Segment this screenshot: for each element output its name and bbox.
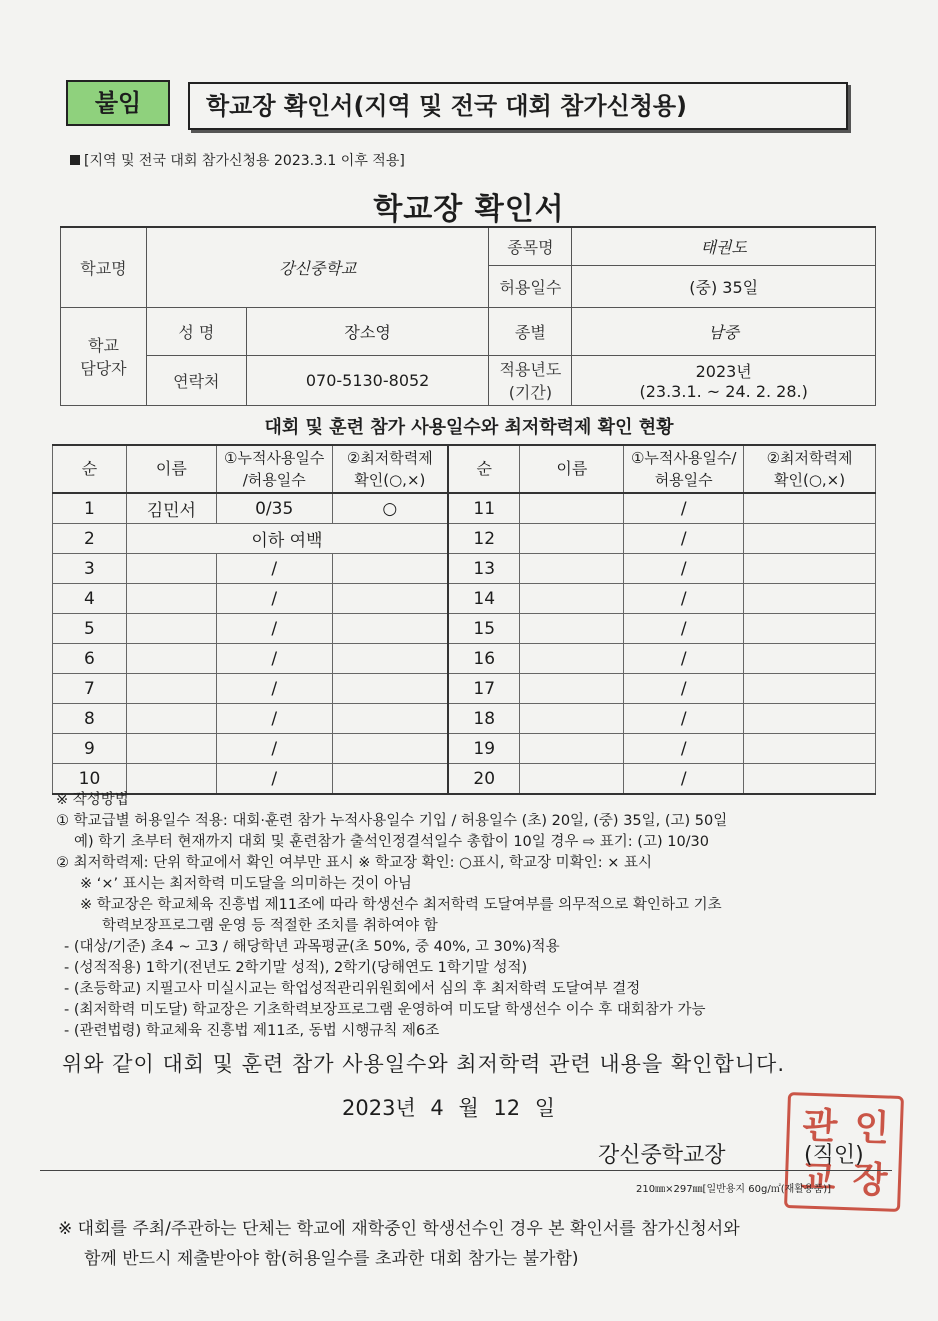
min-achievement-cell: [744, 674, 876, 704]
student-name-cell: [126, 734, 216, 764]
principal-signature: 강신중학교장: [598, 1143, 726, 1168]
row-number-cell: 10: [53, 764, 127, 795]
min-achievement-cell: [332, 674, 448, 704]
row-number-cell: 14: [448, 584, 520, 614]
blank-remainder-cell: 이하 여백: [126, 524, 448, 554]
student-name-cell: [126, 644, 216, 674]
used-days-cell: /: [216, 614, 332, 644]
attachment-badge: 붙임: [66, 80, 170, 126]
table-row: [53, 674, 876, 704]
student-name-cell: [520, 524, 624, 554]
records-table: [52, 444, 876, 795]
category-value: 남중: [572, 307, 876, 355]
student-name-cell: [520, 644, 624, 674]
row-number-cell: 6: [53, 644, 127, 674]
school-name-label: 학교명: [61, 227, 147, 307]
header-title: 학교장 확인서(지역 및 전국 대회 참가신청용): [188, 82, 848, 130]
student-name-cell: [126, 704, 216, 734]
table-row: [53, 493, 876, 524]
student-name-cell: 김민서: [126, 493, 216, 524]
min-achievement-cell: [744, 614, 876, 644]
name-label: 성 명: [146, 307, 246, 355]
row-number-cell: 1: [53, 493, 127, 524]
used-days-cell: /: [216, 734, 332, 764]
seal-glyph: 인: [853, 1106, 890, 1150]
instruction-line: - (성적적용) 1학기(전년도 2학기말 성적), 2학기(당해연도 1학기말 성적): [64, 960, 528, 976]
row-number-cell: 2: [53, 524, 127, 554]
used-days-cell: /: [624, 704, 744, 734]
row-number-cell: 8: [53, 704, 127, 734]
footer-line: ※ 대회를 주최/주관하는 단체는 학교에 재학중인 학생선수인 경우 본 확인서를 참가신청서와: [58, 1219, 740, 1239]
table-header-row: [53, 445, 876, 493]
student-name-cell: [126, 674, 216, 704]
contact-value: 070-5130-8052: [246, 355, 489, 405]
col-header-days: ①누적사용일수 /허용일수: [216, 445, 332, 493]
min-achievement-cell: ○: [332, 493, 448, 524]
instruction-line: ② 최저학력제: 단위 학교에서 확인 여부만 표시 ※ 학교장 확인: ○표시, 학교장 미확인: × 표시: [56, 855, 652, 871]
used-days-cell: /: [624, 524, 744, 554]
student-name-cell: [520, 584, 624, 614]
square-bullet-icon: [70, 155, 80, 165]
used-days-cell: /: [216, 644, 332, 674]
footer-note: [58, 1214, 740, 1274]
student-name-cell: [520, 493, 624, 524]
instruction-line: 예) 학기 초부터 현재까지 대회 및 훈련참가 출석인정결석일수 총합이 10일 경우 ⇨ 표기: (고) 10/30: [74, 834, 710, 850]
footer-divider: [40, 1170, 892, 1171]
student-name-cell: [520, 734, 624, 764]
min-achievement-cell: [332, 644, 448, 674]
student-name-cell: [520, 554, 624, 584]
seal-label: (직인): [804, 1143, 864, 1168]
row-number-cell: 20: [448, 764, 520, 795]
table-row: [53, 584, 876, 614]
min-achievement-cell: [332, 704, 448, 734]
seal-glyph: 교: [799, 1156, 837, 1200]
used-days-cell: 0/35: [216, 493, 332, 524]
row-number-cell: 13: [448, 554, 520, 584]
row-number-cell: 16: [448, 644, 520, 674]
instructions-heading: ※ 작성방법: [56, 792, 129, 808]
min-achievement-cell: [332, 614, 448, 644]
row-number-cell: 7: [53, 674, 127, 704]
used-days-cell: /: [216, 584, 332, 614]
student-name-cell: [126, 584, 216, 614]
used-days-cell: /: [624, 554, 744, 584]
sport-label: 종목명: [489, 227, 572, 265]
school-name-value: 강신중학교: [146, 227, 489, 307]
instruction-line: ① 학교급별 허용일수 적용: 대회·훈련 참가 누적사용일수 기입 / 허용일수 (초) 20일, (중) 35일, (고) 50일: [56, 813, 728, 829]
min-achievement-cell: [744, 524, 876, 554]
instruction-line: - (최저학력 미도달) 학교장은 기초학력보장프로그램 운영하여 미도달 학생선수 이수 후 대회참가 가능: [64, 1002, 706, 1018]
col-header-name: 이름: [520, 445, 624, 493]
applicability-note: [지역 및 전국 대회 참가신청용 2023.3.1 이후 적용]: [70, 150, 405, 170]
issue-date: 2023년 4 월 12 일: [342, 1096, 556, 1120]
student-name-cell: [520, 674, 624, 704]
table-row: [53, 614, 876, 644]
row-number-cell: 15: [448, 614, 520, 644]
student-name-cell: [126, 554, 216, 584]
used-days-cell: /: [624, 764, 744, 795]
used-days-cell: /: [216, 764, 332, 795]
used-days-cell: /: [624, 674, 744, 704]
min-achievement-cell: [744, 554, 876, 584]
period-label: 적용년도 (기간): [489, 355, 572, 405]
manager-label: 학교 담당자: [61, 307, 147, 405]
min-achievement-cell: [332, 734, 448, 764]
instruction-line: 학력보장프로그램 운영 등 적절한 조치를 취하여야 함: [102, 918, 438, 934]
instruction-line: - (관련법령) 학교체육 진흥법 제11조, 동법 시행규칙 제6조: [64, 1023, 440, 1039]
document-title: 학교장 확인서: [373, 192, 565, 227]
instruction-line: - (대상/기준) 초4 ~ 고3 / 해당학년 과목평균(초 50%, 중 40%, 고 30%)적용: [64, 939, 560, 955]
table-row: [53, 554, 876, 584]
table-row: [53, 524, 876, 554]
col-header-check: ②최저학력제 확인(○,×): [332, 445, 448, 493]
col-header-no: 순: [448, 445, 520, 493]
min-achievement-cell: [332, 554, 448, 584]
row-number-cell: 4: [53, 584, 127, 614]
instruction-line: ※ ‘×’ 표시는 최저학력 미도달을 의미하는 것이 아님: [80, 876, 412, 892]
allowed-days-value: (중) 35일: [572, 265, 876, 307]
used-days-cell: /: [216, 704, 332, 734]
row-number-cell: 12: [448, 524, 520, 554]
col-header-no: 순: [53, 445, 127, 493]
used-days-cell: /: [624, 734, 744, 764]
table-row: [53, 704, 876, 734]
min-achievement-cell: [744, 644, 876, 674]
min-achievement-cell: [744, 493, 876, 524]
table-row: [53, 734, 876, 764]
used-days-cell: /: [624, 584, 744, 614]
contact-label: 연락처: [146, 355, 246, 405]
confirmation-statement: 위와 같이 대회 및 훈련 참가 사용일수와 최저학력 관련 내용을 확인합니다.: [62, 1052, 786, 1076]
footer-line: 함께 반드시 제출받아야 함(허용일수를 초과한 대회 참가는 불가함): [84, 1249, 579, 1269]
table-row: [53, 644, 876, 674]
row-number-cell: 3: [53, 554, 127, 584]
info-table: [60, 226, 876, 406]
used-days-cell: /: [624, 614, 744, 644]
row-number-cell: 11: [448, 493, 520, 524]
section-title: 대회 및 훈련 참가 사용일수와 최저학력제 확인 현황: [264, 417, 674, 438]
min-achievement-cell: [332, 584, 448, 614]
min-achievement-cell: [744, 734, 876, 764]
student-name-cell: [126, 614, 216, 644]
seal-glyph: 관: [801, 1104, 839, 1148]
paper-spec: 210㎜×297㎜[일반용지 60g/㎡(재활용품)]: [636, 1184, 832, 1195]
used-days-cell: /: [216, 674, 332, 704]
used-days-cell: /: [624, 493, 744, 524]
row-number-cell: 9: [53, 734, 127, 764]
student-name-cell: [520, 704, 624, 734]
seal-glyph: 장: [851, 1158, 889, 1202]
row-number-cell: 18: [448, 704, 520, 734]
row-number-cell: 19: [448, 734, 520, 764]
instruction-line: - (초등학교) 지필고사 미실시교는 학업성적관리위원회에서 심의 후 최저학력 도달여부 결정: [64, 981, 641, 997]
category-label: 종별: [489, 307, 572, 355]
min-achievement-cell: [744, 584, 876, 614]
used-days-cell: /: [216, 554, 332, 584]
row-number-cell: 5: [53, 614, 127, 644]
period-value: 2023년 (23.3.1. ~ 24. 2. 28.): [572, 355, 876, 405]
col-header-name: 이름: [126, 445, 216, 493]
col-header-check: ②최저학력제 확인(○,×): [744, 445, 876, 493]
allowed-days-label: 허용일수: [489, 265, 572, 307]
manager-name-value: 장소영: [246, 307, 489, 355]
row-number-cell: 17: [448, 674, 520, 704]
student-name-cell: [520, 614, 624, 644]
used-days-cell: /: [624, 644, 744, 674]
min-achievement-cell: [744, 704, 876, 734]
sport-value: 태권도: [572, 227, 876, 265]
col-header-days: ①누적사용일수/ 허용일수: [624, 445, 744, 493]
instruction-line: ※ 학교장은 학교체육 진흥법 제11조에 따라 학생선수 최저학력 도달여부를 의무적으로 확인하고 기초: [80, 897, 722, 913]
instructions: [56, 790, 886, 1042]
